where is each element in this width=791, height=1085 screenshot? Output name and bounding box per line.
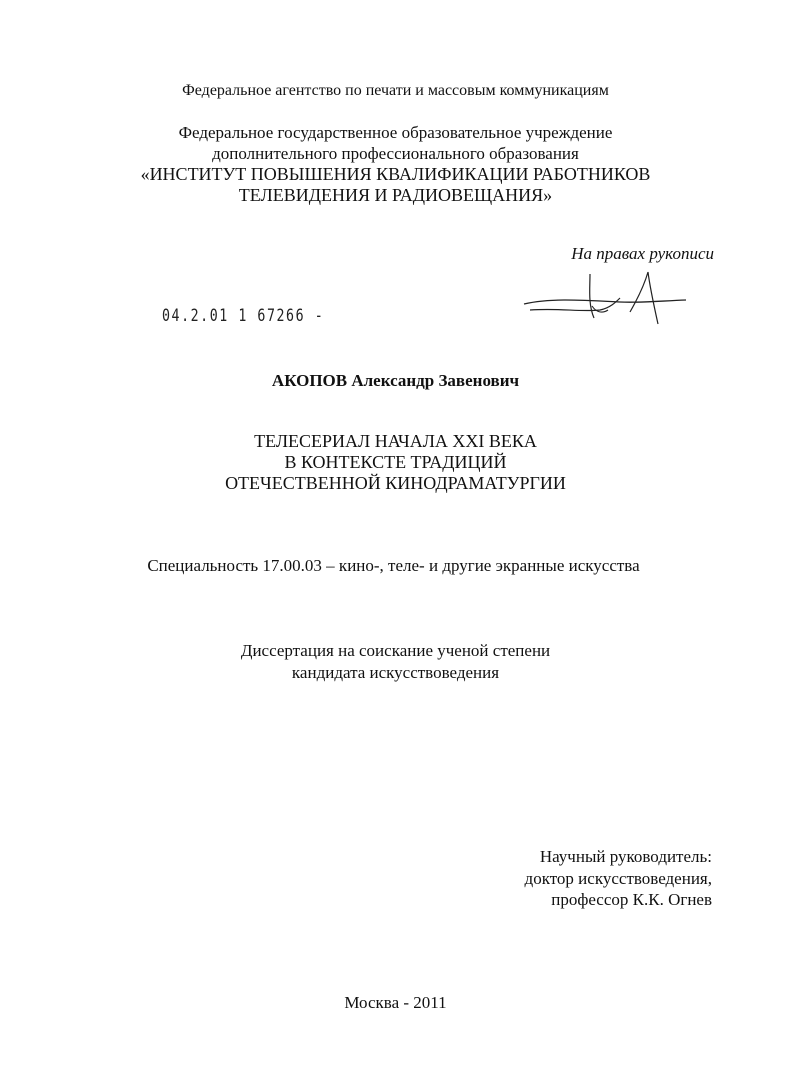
institution-line-1: Федеральное государственное образовательное учреждение bbox=[178, 123, 613, 142]
specialty: Специальность 17.00.03 – кино-, теле- и другие экранные искусства bbox=[147, 556, 640, 575]
rights-note: На правах рукописи bbox=[571, 244, 714, 263]
title-line-1: ТЕЛЕСЕРИАЛ НАЧАЛА XXI ВЕКА bbox=[254, 431, 537, 451]
registration-stamp: 04.2.01 1 67266 - bbox=[162, 306, 325, 326]
degree-line-2: кандидата искусствоведения bbox=[291, 663, 500, 682]
advisor-degree: доктор искусствоведения, bbox=[524, 869, 712, 888]
title-line-2: В КОНТЕКСТЕ ТРАДИЦИЙ bbox=[284, 452, 507, 472]
title-line-3: ОТЕЧЕСТВЕННОЙ КИНОДРАМАТУРГИИ bbox=[225, 473, 566, 493]
city-year: Москва - 2011 bbox=[344, 993, 447, 1012]
advisor-label: Научный руководитель: bbox=[539, 847, 712, 866]
institution-line-3: «ИНСТИТУТ ПОВЫШЕНИЯ КВАЛИФИКАЦИИ РАБОТНИКОВ bbox=[140, 164, 651, 184]
degree-line-1: Диссертация на соискание ученой степени bbox=[240, 641, 551, 660]
institution-line-4: ТЕЛЕВИДЕНИЯ И РАДИОВЕЩАНИЯ» bbox=[238, 185, 553, 205]
institution-line-2: дополнительного профессионального образования bbox=[212, 144, 579, 163]
advisor-name: профессор К.К. Огнев bbox=[551, 890, 712, 909]
agency-name: Федеральное агентство по печати и массовым коммуникациям bbox=[182, 82, 609, 99]
signature-mark bbox=[520, 268, 690, 328]
author-name: АКОПОВ Александр Завенович bbox=[271, 371, 520, 390]
